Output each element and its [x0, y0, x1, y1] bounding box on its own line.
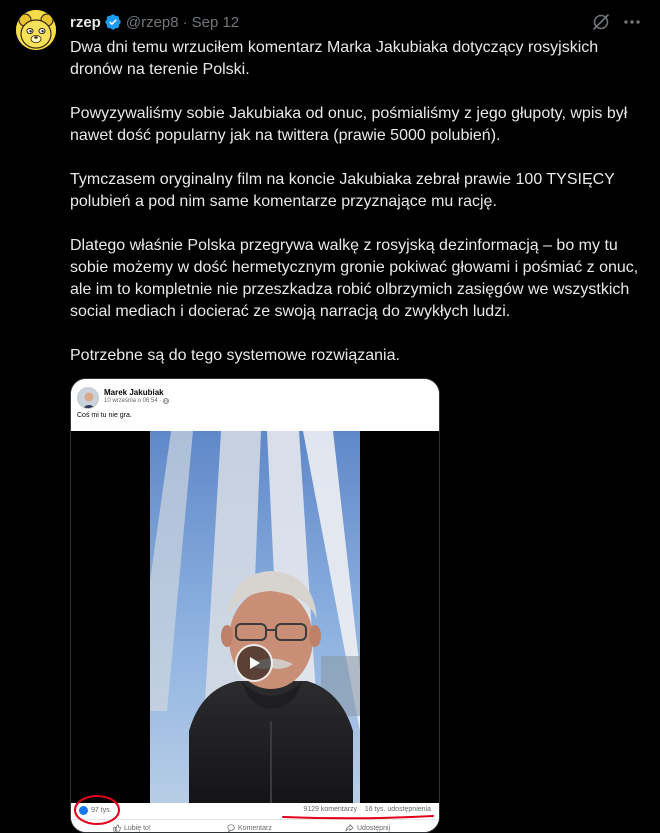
fb-shares-count: 16 tys. udostępnienia: [364, 806, 431, 813]
fb-comments-count: 9129 komentarzy: [303, 806, 358, 813]
like-reaction-icon: [79, 806, 88, 815]
fb-timestamp: [104, 398, 169, 404]
tweet-paragraph: Powyzywaliśmy sobie Jakubiaka od onuc, pośmialiśmy z jego głupoty, wpis był nawet dość popularny jak na twittera (prawie 5000 polubień).: [70, 105, 628, 144]
globe-icon: [163, 398, 169, 404]
fb-share-action: [345, 824, 390, 832]
play-button[interactable]: [235, 644, 273, 682]
avatar-bear-image: [16, 10, 56, 50]
video-still-image: [71, 431, 440, 803]
fb-like-label: Lubię to!: [124, 824, 151, 832]
tweet-date[interactable]: Sep 12: [191, 13, 240, 31]
video-frame[interactable]: [71, 431, 440, 803]
tweet-text: [70, 37, 642, 367]
fb-post-header: [71, 379, 439, 431]
fb-likes: [79, 806, 112, 815]
tweet-header: [70, 12, 239, 32]
tweet-paragraph: Tymczasem oryginalny film na koncie Jakubiaka zebrał prawie 100 TYSIĘCY polubień a pod nim same komentarze przyznające mu rację.: [70, 171, 615, 210]
author-handle[interactable]: @rzep8: [125, 13, 179, 31]
fb-counts: [303, 806, 431, 813]
fb-like-action: [113, 824, 151, 832]
fb-actions-row: [71, 819, 439, 833]
fb-comment-action: [227, 824, 272, 832]
fb-avatar: [77, 387, 99, 409]
tweet-paragraph: Potrzebne są do tego systemowe rozwiązania.: [70, 347, 400, 364]
embedded-screenshot[interactable]: [70, 378, 440, 833]
verified-badge-icon[interactable]: [104, 13, 122, 31]
fb-likes-count: 97 tys.: [91, 807, 112, 814]
separator-dot: ·: [182, 13, 188, 31]
fb-post-text: Coś mi tu nie gra.: [77, 412, 132, 419]
fb-stats-row: [71, 803, 439, 819]
tweet-paragraph: Dlatego właśnie Polska przegrywa walkę z rosyjską dezinformacją – bo my tu sobie możemy w dość hermetycznym gronie pokiwać głowami i pośmiać z onuc, ale im to kompletnie nie przeszkadza robić olbrzymich zasięgów we wszystkich social mediach i docierać ze swoją narracją do zwykłych ludzi.: [70, 237, 639, 320]
fb-author-name: Marek Jakubiak: [104, 388, 164, 397]
avatar[interactable]: [16, 10, 56, 50]
play-icon: [246, 655, 262, 671]
fb-share-label: Udostępnij: [357, 824, 391, 832]
grok-icon[interactable]: [591, 12, 611, 32]
fb-time-text: 10 września o 06:54 ·: [104, 398, 162, 404]
like-icon: [113, 824, 121, 832]
author-name[interactable]: rzep: [70, 13, 101, 31]
more-icon[interactable]: [622, 12, 642, 32]
share-icon: [345, 824, 354, 832]
tweet-paragraph: Dwa dni temu wrzuciłem komentarz Marka Jakubiaka dotyczący rosyjskich dronów na terenie Polski.: [70, 39, 599, 78]
comment-icon: [227, 824, 235, 832]
fb-comment-label: Komentarz: [238, 824, 272, 832]
